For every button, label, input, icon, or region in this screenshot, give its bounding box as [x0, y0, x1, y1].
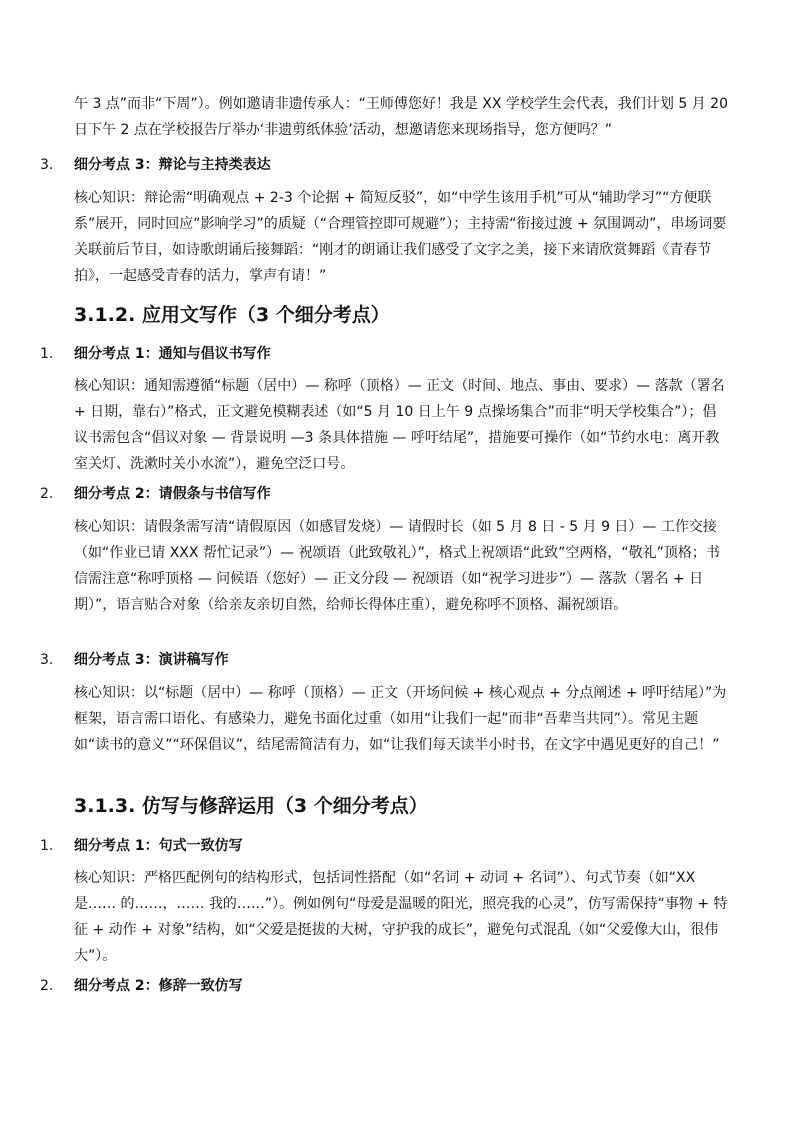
subpoint-title: 细分考点 3：辩论与主持类表达 — [74, 157, 271, 173]
core-knowledge-paragraph: 核心知识：以“标题（居中）— 称呼（顶格）— 正文（开场问候 + 核心观点 + 分点阐述 + 呼吁结尾）”为框架，语言需口语化、有感染力，避免书面化过重（如用“让我们一起”而非“吾辈当共同”）。常见主题如“读书的意义”“环保倡议”，结尾需简洁有力，如“让我们每天读半小时书，在文字中遇见更好的自己！” — [74, 685, 727, 753]
subpoint-title: 细分考点 3：演讲稿写作 — [74, 652, 229, 668]
core-knowledge-paragraph: 核心知识：辩论需“明确观点 + 2-3 个论据 + 简短反驳”，如“中学生该用手机”可从“辅助学习”“方便联系”展开，同时回应“影响学习”的质疑（“合理管控即可规避”）；主持需“衔接过渡 + 氛围调动”，串场词要关联前后节目，如诗歌朗诵后接舞蹈：“刚才的朗诵让我们感受了文字之美，接下来请欣赏舞蹈《青春节拍》，一起感受青春的活力，掌声有请！” — [74, 190, 727, 284]
list-number: 2. — [40, 486, 54, 502]
subpoint-title: 细分考点 1：句式一致仿写 — [74, 838, 243, 854]
section-heading-3-1-2: 3.1.2. 应用文写作（3 个细分考点） — [74, 304, 390, 326]
core-knowledge-paragraph: 核心知识：请假条需写清“请假原因（如感冒发烧）— 请假时长（如 5 月 8 日 - 5 月 9 日）— 工作交接（如“作业已请 XXX 帮忙记录”）— 祝颂语（此致敬礼）”，格式上祝颂语“此致”空两格，“敬礼”顶格；书信需注意“称呼顶格 — 问候语（您好）— 正文分段 — 祝颂语（如“祝学习进步”）— 落款（署名 + 日期）”，语言贴合对象（给亲友亲切自然，给师长得体庄重），避免称呼不顶格、漏祝颂语。 — [74, 519, 720, 613]
intro-paragraph: 午 3 点”而非“下周”）。例如邀请非遗传承人：“王师傅您好！我是 XX 学校学生会代表，我们计划 5 月 20 日下午 2 点在学校报告厅举办‘非遗剪纸体验’活动，想邀请您来现场指导，您方便吗？” — [74, 96, 728, 138]
subpoint-title: 细分考点 1：通知与倡议书写作 — [74, 346, 271, 362]
list-number: 3. — [40, 652, 54, 668]
core-knowledge-paragraph: 核心知识：严格匹配例句的结构形式，包括词性搭配（如“名词 + 动词 + 名词”）、句式节奏（如“XX 是…… 的……，…… 我的……”）。例如例句“母爱是温暖的阳光，照亮我的心灵”，仿写需保持“事物 + 特征 + 动作 + 对象”结构，如“父爱是挺拔的大树，守护我的成长”，避免句式混乱（如“父爱像大山，很伟大”）。 — [74, 870, 728, 964]
list-number: 1. — [40, 346, 54, 362]
list-number: 3. — [40, 157, 54, 173]
list-number: 2. — [40, 978, 54, 994]
list-number: 1. — [40, 838, 54, 854]
section-heading-3-1-3: 3.1.3. 仿写与修辞运用（3 个细分考点） — [74, 795, 428, 817]
subpoint-title: 细分考点 2：修辞一致仿写 — [74, 978, 243, 994]
core-knowledge-paragraph: 核心知识：通知需遵循“标题（居中）— 称呼（顶格）— 正文（时间、地点、事由、要求）— 落款（署名 + 日期，靠右）”格式，正文避免模糊表述（如“5 月 10 日上午 9 点操场集合”而非“明天学校集合”）；倡议书需包含“倡议对象 — 背景说明 —3 条具体措施 — 呼吁结尾”，措施要可操作（如“节约水电：离开教室关灯、洗漱时关小水流”），避免空泛口号。 — [74, 378, 725, 472]
subpoint-title: 细分考点 2：请假条与书信写作 — [74, 486, 271, 502]
